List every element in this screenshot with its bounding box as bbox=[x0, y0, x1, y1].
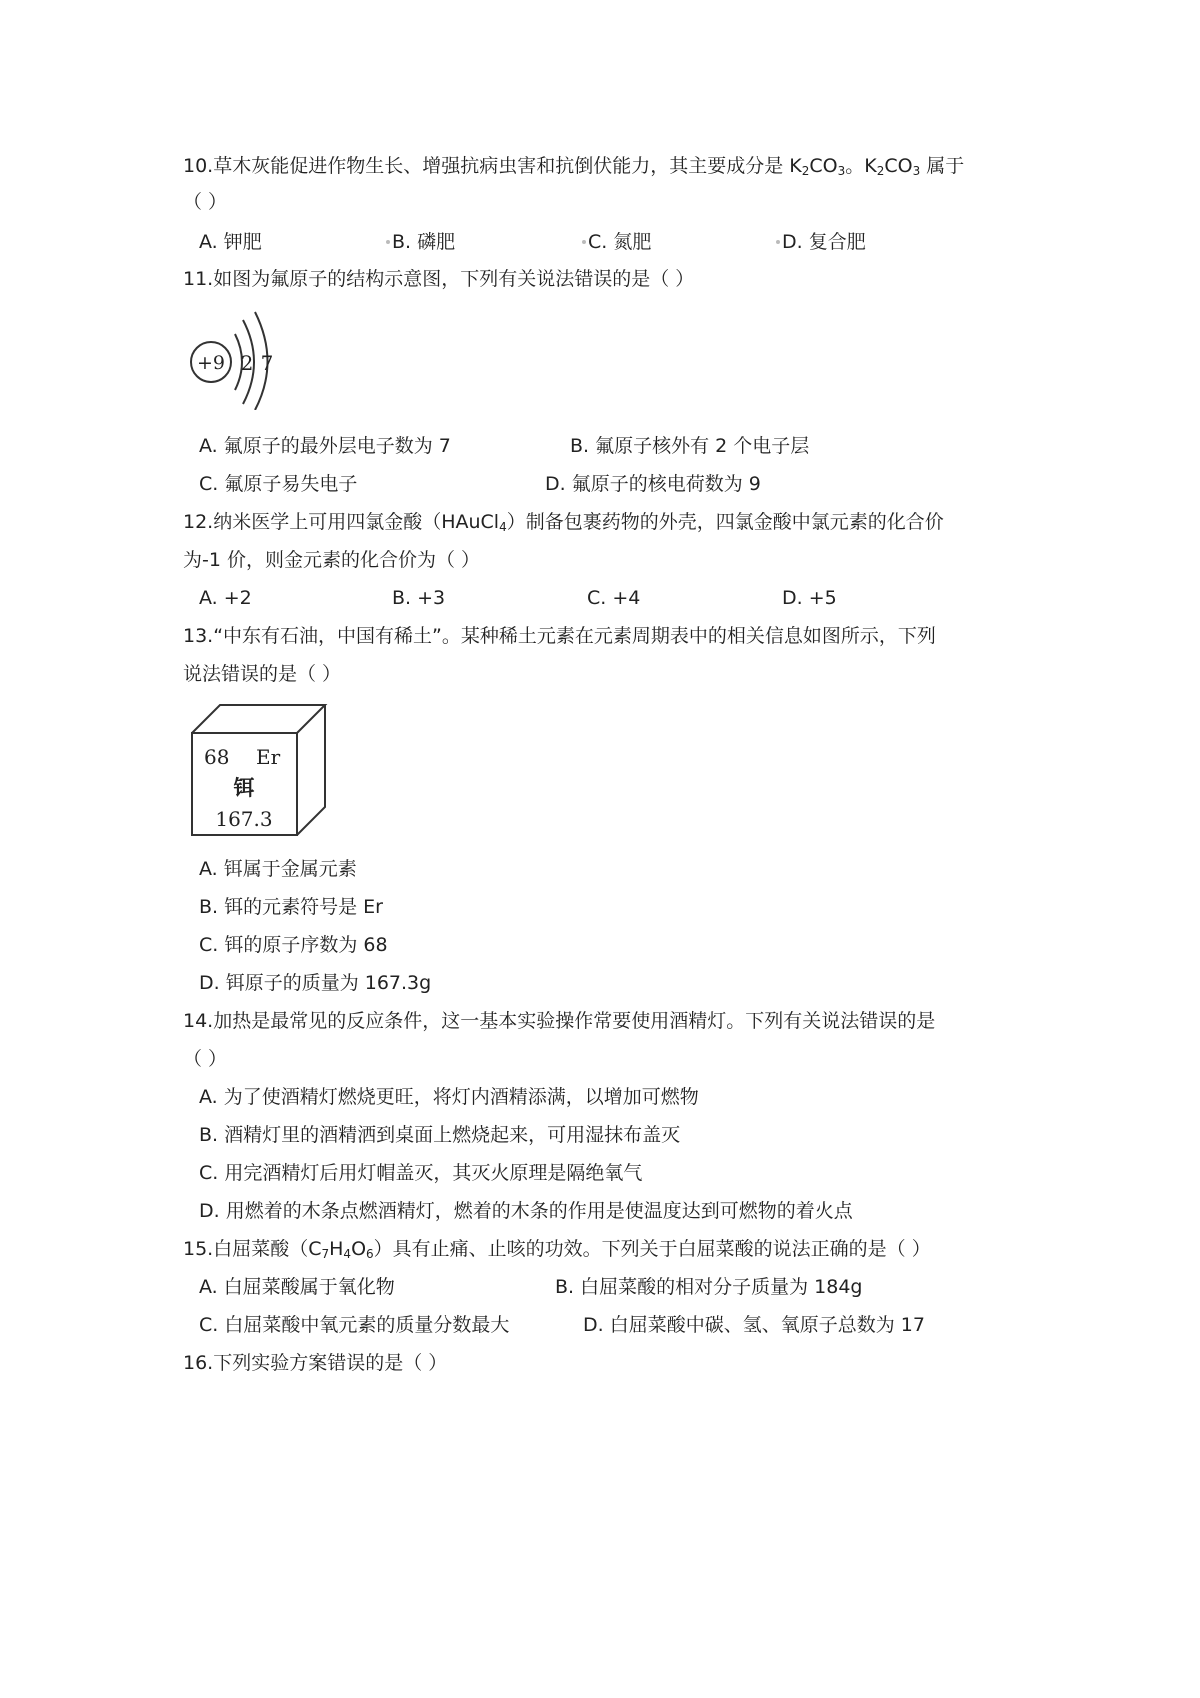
q13-stem-line2: 说法错误的是（ ） bbox=[183, 663, 342, 685]
atomic-mass: 167.3 bbox=[215, 807, 273, 831]
cell-top-face bbox=[192, 705, 325, 733]
shell2-electrons: 7 bbox=[260, 351, 274, 375]
q15-option-b: B. 白屈菜酸的相对分子质量为 184g bbox=[555, 1276, 863, 1298]
q15-stem: 15.白屈菜酸$(C_7H_4O_6)$具有止痛、止咳的功效。下列关于白屈菜酸的说法正确的是（ ） bbox=[183, 1238, 931, 1261]
q13-stem: 13.“中东有石油，中国有稀土”。某种稀土元素在元素周期表中的相关信息如图所示，下列 bbox=[183, 625, 936, 647]
q11-option-b: B. 氟原子核外有 2 个电子层 bbox=[570, 435, 810, 457]
atomic-number: 68 bbox=[204, 745, 230, 769]
q12-stem: 12.纳米医学上可用四氯金酸（HAuCl$_4$）制备包裹药物的外壳，四氯金酸中氯元素的化合价 bbox=[183, 511, 944, 534]
q14-option-a: A. 为了使酒精灯燃烧更旺，将灯内酒精添满，以增加可燃物 bbox=[199, 1086, 699, 1108]
q15-option-a: A. 白屈菜酸属于氧化物 bbox=[199, 1276, 395, 1298]
q11-option-c: C. 氟原子易失电子 bbox=[199, 473, 358, 495]
shell1-electrons: 2 bbox=[240, 351, 254, 375]
q16-stem: 16.下列实验方案错误的是（ ） bbox=[183, 1352, 448, 1374]
q14-option-b: B. 酒精灯里的酒精洒到桌面上燃烧起来，可用湿抹布盖灭 bbox=[199, 1124, 681, 1146]
q13-option-b: B. 铒的元素符号是 Er bbox=[199, 896, 383, 918]
q10-stem: 10.草木灰能促进作物生长、增强抗病虫害和抗倒伏能力，其主要成分是 $K_2CO_3$。$K_2CO_3$ 属于 bbox=[183, 155, 965, 178]
q10-paren: （ ） bbox=[183, 191, 228, 213]
q11-stem: 11.如图为氟原子的结构示意图，下列有关说法错误的是（ ） bbox=[183, 268, 695, 290]
nucleus-label: +9 bbox=[196, 352, 226, 374]
marker-dot bbox=[582, 240, 586, 244]
element-cell-erbium bbox=[190, 703, 330, 838]
q13-option-c: C. 铒的原子序数为 68 bbox=[199, 934, 388, 956]
q10-option-c: C. 氮肥 bbox=[588, 231, 652, 253]
q10-option-d: D. 复合肥 bbox=[782, 231, 866, 253]
marker-dot bbox=[776, 240, 780, 244]
q11-option-a: A. 氟原子的最外层电子数为 7 bbox=[199, 435, 451, 457]
q12-option-d: D. +5 bbox=[782, 587, 837, 609]
q10-option-b: B. 磷肥 bbox=[392, 231, 456, 253]
q12-option-c: C. +4 bbox=[587, 587, 641, 609]
q12-stem-line2: 为-1 价，则金元素的化合价为（ ） bbox=[183, 549, 481, 571]
q14-stem: 14.加热是最常见的反应条件，这一基本实验操作常要使用酒精灯。下列有关说法错误的是 bbox=[183, 1010, 936, 1032]
q14-paren: （ ） bbox=[183, 1048, 228, 1070]
q13-option-a: A. 铒属于金属元素 bbox=[199, 858, 357, 880]
q12-option-a: A. +2 bbox=[199, 587, 252, 609]
q10-option-a: A. 钾肥 bbox=[199, 231, 262, 253]
fluorine-atom-diagram bbox=[183, 300, 283, 410]
q14-option-d: D. 用燃着的木条点燃酒精灯，燃着的木条的作用是使温度达到可燃物的着火点 bbox=[199, 1200, 853, 1222]
cell-side-face bbox=[297, 705, 325, 835]
q12-option-b: B. +3 bbox=[392, 587, 446, 609]
q14-option-c: C. 用完酒精灯后用灯帽盖灭，其灭火原理是隔绝氧气 bbox=[199, 1162, 643, 1184]
element-name: 铒 bbox=[233, 775, 255, 800]
element-symbol: Er bbox=[256, 745, 281, 769]
marker-dot bbox=[386, 240, 390, 244]
q15-option-d: D. 白屈菜酸中碳、氢、氧原子总数为 17 bbox=[583, 1314, 925, 1336]
q15-option-c: C. 白屈菜酸中氧元素的质量分数最大 bbox=[199, 1314, 510, 1336]
q11-option-d: D. 氟原子的核电荷数为 9 bbox=[545, 473, 761, 495]
q13-option-d: D. 铒原子的质量为 167.3g bbox=[199, 972, 432, 994]
